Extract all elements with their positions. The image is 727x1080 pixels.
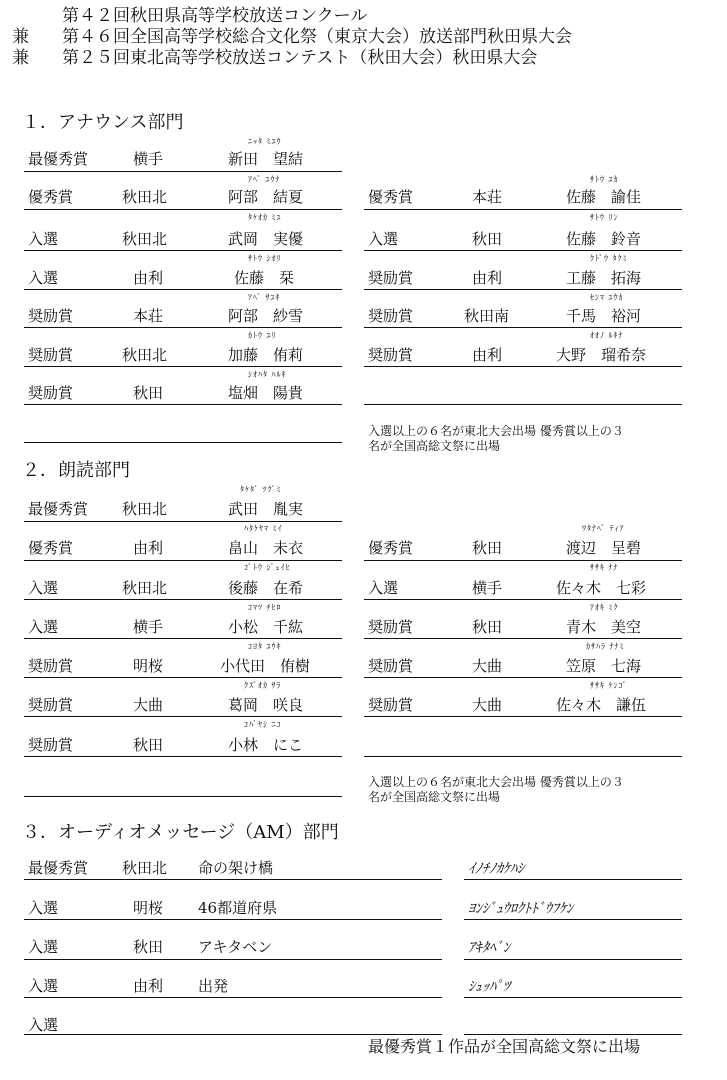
row-underline	[24, 879, 442, 880]
row-underline	[364, 327, 682, 328]
award: 奨励賞	[368, 618, 414, 636]
ruby: ｵｵﾉ ﾙｷﾅ	[590, 331, 624, 340]
row-underline	[364, 599, 682, 600]
school: 大曲	[472, 657, 503, 675]
award: 奨励賞	[368, 307, 414, 325]
award: 奨励賞	[28, 736, 74, 754]
award: 奨励賞	[368, 346, 414, 364]
student-name: 佐藤 鈴音	[566, 230, 642, 248]
school: 由利	[472, 269, 503, 287]
row-underline	[24, 366, 342, 367]
student-name: 青木 美空	[566, 618, 642, 636]
row-underline	[24, 442, 342, 443]
ruby: ｺﾞﾄｳ ｼﾞｪｲﾋ	[244, 563, 291, 572]
student-name: 小代田 侑樹	[220, 657, 311, 675]
award: 優秀賞	[368, 539, 414, 557]
award: 奨励賞	[368, 269, 414, 287]
award: 奨励賞	[368, 696, 414, 714]
row-underline	[364, 250, 682, 251]
section-title-announce: １．アナウンス部門	[22, 112, 184, 133]
school: 明桜	[133, 657, 164, 675]
ruby: ｻｻｷ ｹﾝｺﾞ	[590, 681, 628, 690]
ruby: ﾊﾀｹﾔﾏ ﾐｲ	[244, 524, 283, 533]
school: 秋田	[133, 736, 164, 754]
ruby: ｱﾍﾞ ﾕｳﾅ	[248, 175, 281, 184]
award: 入選	[28, 618, 59, 636]
student-name: 武田 胤実	[228, 500, 304, 518]
ruby: ﾜﾀﾅﾍﾞ ﾃｨｱ	[582, 524, 625, 533]
award: 最優秀賞	[28, 859, 89, 877]
award: 優秀賞	[28, 188, 74, 206]
award: 優秀賞	[28, 539, 74, 557]
student-name: 笠原 七海	[566, 657, 642, 675]
row-underline	[464, 959, 682, 960]
ruby: ｺﾏﾂ ﾁﾋﾛ	[248, 603, 282, 612]
qualifier-note: 入選以上の６名が東北大会出場 優秀賞以上の３	[368, 775, 624, 789]
row-underline	[364, 560, 682, 561]
row-underline	[24, 638, 342, 639]
row-underline	[364, 756, 682, 757]
section-title-audio: ３．オーディオメッセージ（AM）部門	[22, 822, 339, 843]
qualifier-note: 入選以上の６名が東北大会出場 優秀賞以上の３	[368, 424, 624, 438]
doc-title-line3: 第２５回東北高等学校放送コンテスト（秋田大会）秋田県大会	[62, 48, 538, 68]
qualifier-note: 名が全国高総文祭に出場	[368, 790, 501, 804]
student-name: 佐々木 七彩	[556, 579, 647, 597]
row-underline	[24, 677, 342, 678]
award: 奨励賞	[368, 657, 414, 675]
work-kana: ｱｷﾀﾍﾞﾝ	[468, 940, 510, 956]
school: 秋田北	[122, 346, 168, 364]
ruby: ﾀｹｵｶ ﾐﾕ	[248, 213, 282, 222]
work-kana: ﾖﾝｼﾞｭｳﾛｸﾄﾄﾞｳﾌｹﾝ	[468, 901, 573, 917]
row-underline	[464, 879, 682, 880]
row-underline	[24, 209, 342, 210]
row-underline	[24, 959, 442, 960]
row-underline	[364, 209, 682, 210]
school: 秋田北	[122, 188, 168, 206]
work-title: 出発	[198, 977, 229, 995]
row-underline	[24, 997, 442, 998]
award: 入選	[28, 938, 59, 956]
ruby: ﾀｹﾀﾞ ﾂｸﾞﾐ	[240, 485, 282, 494]
school: 由利	[133, 269, 164, 287]
school: 秋田北	[122, 859, 168, 877]
row-underline	[364, 289, 682, 290]
audio-footer-note: 最優秀賞１作品が全国高総文祭に出場	[368, 1037, 641, 1056]
work-kana: ｼｭｯﾊﾟﾂ	[468, 979, 510, 995]
qualifier-note: 名が全国高総文祭に出場	[368, 439, 501, 453]
school: 秋田	[472, 539, 503, 557]
award: 入選	[28, 977, 59, 995]
award: 入選	[28, 899, 59, 917]
school: 秋田北	[122, 579, 168, 597]
ruby: ｺﾖﾀ ﾕｳｷ	[248, 642, 282, 651]
ruby: ﾆｯﾀ ﾐﾕｳ	[248, 137, 282, 146]
school: 由利	[133, 977, 164, 995]
school: 横手	[472, 579, 503, 597]
ruby: ｻﾄｳ ｼｵﾘ	[248, 254, 282, 263]
school: 横手	[133, 150, 164, 168]
award: 入選	[368, 579, 399, 597]
award: 最優秀賞	[28, 150, 89, 168]
school: 本荘	[472, 188, 503, 206]
ruby: ｸﾄﾞｳ ﾀｸﾐ	[590, 254, 628, 263]
student-name: 渡辺 呈碧	[566, 539, 642, 557]
school: 大曲	[133, 696, 164, 714]
award: 奨励賞	[28, 696, 74, 714]
student-name: 阿部 結夏	[228, 188, 304, 206]
row-underline	[24, 919, 442, 920]
doc-title-prefix2: 兼	[12, 27, 29, 47]
award: 奨励賞	[28, 346, 74, 364]
ruby: ｶﾄｳ ﾕﾘ	[248, 331, 277, 340]
ruby: ｻｻｷ ﾅﾅ	[590, 563, 619, 572]
school: 大曲	[472, 696, 503, 714]
row-underline	[24, 171, 342, 172]
award: 優秀賞	[368, 188, 414, 206]
school: 秋田南	[464, 307, 510, 325]
doc-title-line2: 第４６回全国高等学校総合文化祭（東京大会）放送部門秋田県大会	[62, 27, 572, 47]
row-underline	[364, 404, 682, 405]
award: 入選	[28, 1016, 59, 1034]
school: 明桜	[133, 899, 164, 917]
section-title-recitation: ２．朗読部門	[22, 460, 130, 481]
school: 秋田	[133, 938, 164, 956]
student-name: 小林 にこ	[228, 736, 304, 754]
ruby: ｸｽﾞｵｶ ｻﾗ	[244, 681, 282, 690]
ruby: ｻﾄｳ ﾘﾝ	[590, 213, 619, 222]
row-underline	[24, 289, 342, 290]
student-name: 新田 望結	[228, 150, 304, 168]
ruby: ｱﾍﾞ ｻﾕｷ	[248, 293, 281, 302]
row-underline	[24, 521, 342, 522]
row-underline	[364, 677, 682, 678]
row-underline	[24, 250, 342, 251]
student-name: 大野 瑠希奈	[556, 346, 647, 364]
award: 奨励賞	[28, 384, 74, 402]
student-name: 千馬 裕河	[566, 307, 642, 325]
student-name: 佐藤 諭佳	[566, 188, 642, 206]
school: 秋田北	[122, 230, 168, 248]
award: 最優秀賞	[28, 500, 89, 518]
row-underline	[464, 919, 682, 920]
work-title: 命の架け橋	[198, 859, 274, 877]
row-underline	[24, 327, 342, 328]
award: 入選	[28, 579, 59, 597]
work-title: アキタベン	[198, 938, 273, 956]
student-name: 阿部 紗雪	[228, 307, 304, 325]
school: 秋田北	[122, 500, 168, 518]
student-name: 佐々木 謙伍	[556, 696, 647, 714]
award: 入選	[28, 230, 59, 248]
student-name: 工藤 拓海	[566, 269, 642, 287]
ruby: ｱｵｷ ﾐｸ	[590, 603, 619, 612]
ruby: ｾﾝﾏ ﾕｳｶ	[590, 293, 624, 302]
work-title: 46都道府県	[198, 899, 278, 917]
doc-title-line1: 第４２回秋田県高等学校放送コンクール	[62, 6, 368, 26]
student-name: 葛岡 咲良	[228, 696, 304, 714]
award: 奨励賞	[28, 307, 74, 325]
award: 入選	[28, 269, 59, 287]
student-name: 塩畑 陽貴	[228, 384, 304, 402]
school: 横手	[133, 618, 164, 636]
student-name: 小松 千紘	[228, 618, 304, 636]
row-underline	[364, 366, 682, 367]
student-name: 畠山 未衣	[228, 539, 304, 557]
ruby: ｶｻﾊﾗ ﾅﾅﾐ	[586, 642, 625, 651]
school: 秋田	[472, 230, 503, 248]
school: 秋田	[472, 618, 503, 636]
award: 奨励賞	[28, 657, 74, 675]
row-underline	[464, 997, 682, 998]
student-name: 加藤 侑莉	[228, 346, 304, 364]
school: 本荘	[133, 307, 164, 325]
student-name: 佐藤 栞	[234, 269, 295, 287]
work-kana: ｲﾉﾁﾉｶｹﾊｼ	[468, 861, 524, 877]
row-underline	[364, 638, 682, 639]
school: 由利	[472, 346, 503, 364]
row-underline	[24, 599, 342, 600]
row-underline	[24, 716, 342, 717]
school: 由利	[133, 539, 164, 557]
student-name: 武岡 実優	[228, 230, 304, 248]
ruby: ｺﾊﾞﾔｼ ﾆｺ	[244, 720, 282, 729]
row-underline	[364, 716, 682, 717]
row-underline	[24, 404, 342, 405]
student-name: 後藤 在希	[228, 579, 304, 597]
school: 秋田	[133, 384, 164, 402]
row-underline	[24, 756, 342, 757]
ruby: ｼｵﾊﾀ ﾊﾙｷ	[248, 370, 287, 379]
row-underline	[24, 796, 342, 797]
award: 入選	[368, 230, 399, 248]
ruby: ｻﾄｳ ﾕｶ	[590, 175, 619, 184]
row-underline	[24, 560, 342, 561]
doc-title-prefix3: 兼	[12, 48, 29, 68]
